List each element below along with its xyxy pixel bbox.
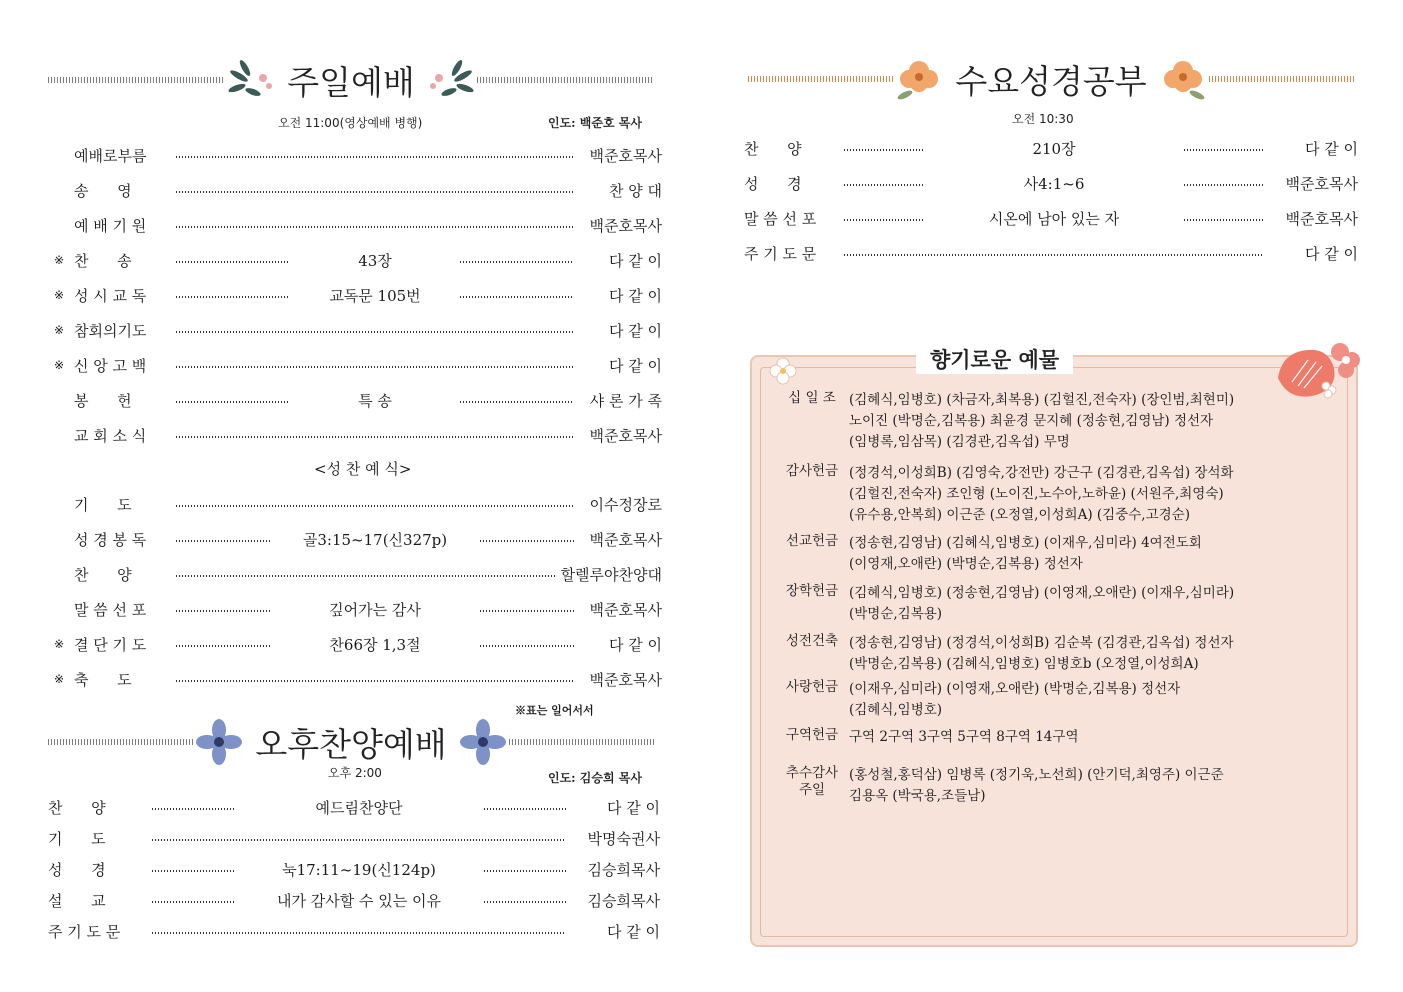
row-person: 샤 론 가 족	[589, 391, 662, 410]
row-person: 백준호목사	[589, 146, 662, 165]
dot-leader	[1184, 149, 1264, 151]
dot-leader	[152, 870, 234, 872]
row-label: 주 기 도 문	[744, 244, 817, 263]
offerings-title: 향기로운 예물	[916, 344, 1073, 374]
dot-leader	[460, 296, 574, 298]
service-row	[54, 598, 662, 620]
wednesday-header	[748, 50, 1354, 108]
service-row	[54, 354, 662, 376]
offering-line: (정송현,김영남) (김혜식,임병호) (이재우,심미라) 4여전도회	[849, 535, 1202, 551]
row-content: 43장	[358, 251, 392, 270]
offering-category: 감사헌금	[785, 463, 839, 479]
dot-leader	[176, 331, 574, 333]
small-flower-icon	[768, 356, 798, 386]
peach-flower-icon	[893, 55, 945, 103]
row-label: 찬 양	[48, 798, 106, 817]
service-time: 오전 10:30	[1012, 112, 1074, 126]
offering-line: (김혜식,임병호) (차금자,최복용) (김헐진,전숙자) (장인범,최현미)	[849, 392, 1235, 408]
offering-line: (홍성철,홍덕삼) 임병록 (정기욱,노선희) (안기덕,최영주) 이근준	[849, 767, 1224, 783]
offering-line: (정경석,이성희B) (김영숙,강전만) 강근구 (김경관,김옥섭) 장석화	[849, 465, 1234, 481]
service-row	[54, 424, 662, 446]
service-time: 오전 11:00(영상예배 병행)	[278, 116, 423, 130]
service-row	[54, 493, 662, 515]
dot-leader	[176, 401, 290, 403]
service-row	[744, 207, 1358, 229]
page-title: 수요성경공부	[955, 61, 1147, 101]
service-row	[744, 137, 1358, 159]
row-content: 내가 감사할 수 있는 이유	[277, 891, 441, 910]
dot-leader	[176, 540, 270, 542]
service-row	[48, 889, 660, 911]
row-label: 결 단 기 도	[74, 635, 147, 654]
peach-flower-icon	[1157, 55, 1209, 103]
dot-leader	[176, 296, 290, 298]
offering-names	[849, 679, 1319, 721]
dot-leader	[176, 575, 557, 577]
offering-line: (김헐진,전숙자) 조인형 (노이진,노수아,노하윤) (서원주,최영숙)	[849, 486, 1224, 502]
blue-flower-icon	[193, 718, 245, 766]
row-person: 백준호목사	[1285, 174, 1358, 193]
row-label: 주 기 도 문	[48, 922, 121, 941]
row-content: 예드림찬양단	[315, 798, 403, 817]
offering-group	[779, 583, 1319, 625]
dot-leader	[484, 901, 566, 903]
dot-leader	[176, 366, 574, 368]
service-row	[48, 796, 660, 818]
divider-rule	[477, 77, 654, 83]
dot-leader	[480, 645, 574, 647]
row-content: 사4:1~6	[1023, 174, 1085, 193]
row-label: 성 경	[48, 860, 106, 879]
dot-leader	[176, 191, 574, 193]
offering-names	[849, 463, 1319, 526]
offering-line: (김혜식,임병호) (정송현,김영남) (이영재,오애란) (이재우,심미라)	[849, 585, 1235, 601]
row-content: 눅17:11~19(신124p)	[282, 860, 436, 879]
offering-group	[779, 533, 1319, 575]
row-person: 김승희목사	[587, 860, 660, 879]
service-row	[54, 668, 662, 690]
row-content: 시온에 남아 있는 자	[988, 209, 1120, 228]
row-person: 백준호목사	[589, 600, 662, 619]
offering-names	[849, 390, 1319, 453]
service-row	[54, 633, 662, 655]
row-person: 다 같 이	[608, 286, 662, 305]
service-row	[744, 242, 1358, 264]
divider-rule	[509, 739, 654, 745]
offering-line: (이재우,심미라) (이영재,오애란) (박명순,김복용) 정선자	[849, 681, 1181, 697]
offering-line: (김혜식,임병호)	[849, 702, 943, 718]
service-leader: 인도: 김승희 목사	[548, 771, 642, 785]
dot-leader	[176, 645, 270, 647]
row-content: 깊어가는 감사	[329, 600, 421, 619]
offering-category: 사랑헌금	[785, 679, 839, 695]
row-label: 예배로부름	[74, 146, 147, 165]
sunday-header	[48, 52, 654, 108]
offering-group	[779, 679, 1319, 721]
service-row	[54, 528, 662, 550]
service-row	[48, 920, 660, 942]
divider-rule	[48, 739, 193, 745]
afternoon-header	[48, 716, 654, 768]
row-person: 김승희목사	[587, 891, 660, 910]
service-row	[48, 827, 660, 849]
offering-category: 성전건축	[785, 633, 839, 649]
dot-leader	[176, 505, 574, 507]
row-person: 백준호목사	[589, 426, 662, 445]
divider-rule	[48, 77, 225, 83]
right-page	[702, 0, 1403, 992]
row-person: 다 같 이	[608, 251, 662, 270]
row-person: 할렐루야찬양대	[560, 565, 662, 584]
row-label: 찬 양	[74, 565, 132, 584]
row-person: 다 같 이	[608, 635, 662, 654]
dot-leader	[484, 808, 566, 810]
offering-category: 십 일 조	[788, 390, 836, 406]
offering-category: 추수감사 주일	[785, 765, 839, 798]
standing-marker: ※	[54, 323, 65, 337]
row-label: 송 영	[74, 181, 132, 200]
dot-leader	[480, 610, 574, 612]
standing-marker: ※	[54, 288, 65, 302]
offering-names	[849, 633, 1319, 675]
row-label: 기 도	[48, 829, 106, 848]
row-content: 찬66장 1,3절	[329, 635, 421, 654]
offering-names	[849, 583, 1319, 625]
offering-line: (박명순,김복용) (김혜식,임병호) 임병호b (오정열,이성희A)	[849, 656, 1199, 672]
communion-heading: <성 찬 예 식>	[314, 460, 412, 478]
offering-line: (박명순,김복용)	[849, 606, 943, 622]
page-title: 오후찬양예배	[255, 724, 447, 764]
dot-leader	[844, 149, 924, 151]
row-person: 백준호목사	[589, 670, 662, 689]
row-label: 신 앙 고 백	[74, 356, 147, 375]
offering-line: 노이진 (박명순,김복용) 최윤경 문지혜 (정송현,김영남) 정선자	[849, 413, 1214, 429]
dot-leader	[844, 219, 924, 221]
standing-marker: ※	[54, 637, 65, 651]
dot-leader	[460, 401, 574, 403]
offering-line: (유수용,안복희) 이근준 (오정열,이성희A) (김중수,고경순)	[849, 507, 1190, 523]
offering-names	[849, 765, 1319, 807]
offering-group	[779, 765, 1319, 807]
offering-category: 장학헌금	[785, 583, 839, 599]
offering-line: (이영재,오애란) (박명순,김복용) 정선자	[849, 556, 1083, 572]
row-person: 백준호목사	[589, 530, 662, 549]
offering-line: (정송현,김영남) (정경석,이성희B) 김순복 (김경관,김옥섭) 정선자	[849, 635, 1234, 651]
dot-leader	[176, 261, 290, 263]
row-label: 봉 헌	[74, 391, 132, 410]
row-person: 다 같 이	[606, 922, 660, 941]
dot-leader	[1184, 219, 1264, 221]
service-row	[54, 249, 662, 271]
dot-leader	[176, 436, 574, 438]
standing-note: ※표는 일어서서	[515, 704, 594, 717]
row-person: 백준호목사	[589, 216, 662, 235]
row-label: 기 도	[74, 495, 132, 514]
row-label: 교 회 소 식	[74, 426, 147, 445]
divider-rule	[748, 76, 893, 82]
row-label: 예 배 기 원	[74, 216, 147, 235]
service-row	[54, 319, 662, 341]
row-label: 말 씀 선 포	[744, 209, 817, 228]
row-person: 다 같 이	[1304, 139, 1358, 158]
offering-names	[849, 533, 1319, 575]
row-label: 축 도	[74, 670, 132, 689]
service-row	[48, 858, 660, 880]
leaf-icon	[225, 56, 277, 104]
dot-leader	[460, 261, 574, 263]
service-row	[54, 389, 662, 411]
service-row	[54, 179, 662, 201]
dot-leader	[152, 932, 566, 934]
offering-names	[849, 727, 1319, 748]
page-title: 주일예배	[287, 62, 415, 102]
dot-leader	[152, 808, 234, 810]
offering-category: 선교헌금	[785, 533, 839, 549]
offering-category: 구역헌금	[785, 727, 839, 743]
row-person: 다 같 이	[1304, 244, 1358, 263]
dot-leader	[176, 226, 574, 228]
row-label: 성 시 교 독	[74, 286, 147, 305]
standing-marker: ※	[54, 672, 65, 686]
service-leader: 인도: 백준호 목사	[548, 116, 642, 130]
offering-line: (임병록,임삼목) (김경관,김옥섭) 무명	[849, 434, 1070, 450]
row-label: 성 경 봉 독	[74, 530, 147, 549]
dot-leader	[152, 839, 566, 841]
dot-leader	[1184, 184, 1264, 186]
leaf-icon	[425, 56, 477, 104]
dot-leader	[176, 680, 574, 682]
row-person: 다 같 이	[608, 356, 662, 375]
offering-line: 구역 2구역 3구역 5구역 8구역 14구역	[849, 729, 1079, 745]
blue-flower-icon	[457, 718, 509, 766]
row-person: 이수정장로	[589, 495, 662, 514]
dot-leader	[484, 870, 566, 872]
row-label: 설 교	[48, 891, 106, 910]
offering-group	[779, 727, 1319, 748]
row-person: 백준호목사	[1285, 209, 1358, 228]
row-person: 찬 양 대	[608, 181, 662, 200]
divider-rule	[1209, 76, 1354, 82]
row-label: 찬 송	[74, 251, 132, 270]
row-content: 210장	[1032, 139, 1076, 158]
standing-marker: ※	[54, 253, 65, 267]
dot-leader	[176, 156, 574, 158]
offering-group	[779, 633, 1319, 675]
service-row	[54, 144, 662, 166]
dot-leader	[480, 540, 574, 542]
offering-group	[779, 463, 1319, 526]
row-content: 교독문 105번	[329, 286, 421, 305]
offering-group	[779, 390, 1319, 453]
row-label: 참회의기도	[74, 321, 147, 340]
dot-leader	[152, 901, 234, 903]
row-person: 박명숙권사	[587, 829, 660, 848]
row-label: 찬 양	[744, 139, 802, 158]
row-label: 성 경	[744, 174, 802, 193]
standing-marker: ※	[54, 358, 65, 372]
service-row	[54, 214, 662, 236]
row-person: 다 같 이	[606, 798, 660, 817]
service-row	[744, 172, 1358, 194]
row-person: 다 같 이	[608, 321, 662, 340]
row-content: 골3:15~17(신327p)	[302, 530, 448, 549]
service-row	[54, 284, 662, 306]
dot-leader	[176, 610, 270, 612]
service-time: 오후 2:00	[328, 766, 382, 780]
dot-leader	[844, 184, 924, 186]
row-label: 말 씀 선 포	[74, 600, 147, 619]
row-content: 특 송	[358, 391, 392, 410]
offering-line: 김용옥 (박국용,조들남)	[849, 788, 986, 804]
dot-leader	[844, 254, 1264, 256]
service-row	[54, 563, 662, 585]
